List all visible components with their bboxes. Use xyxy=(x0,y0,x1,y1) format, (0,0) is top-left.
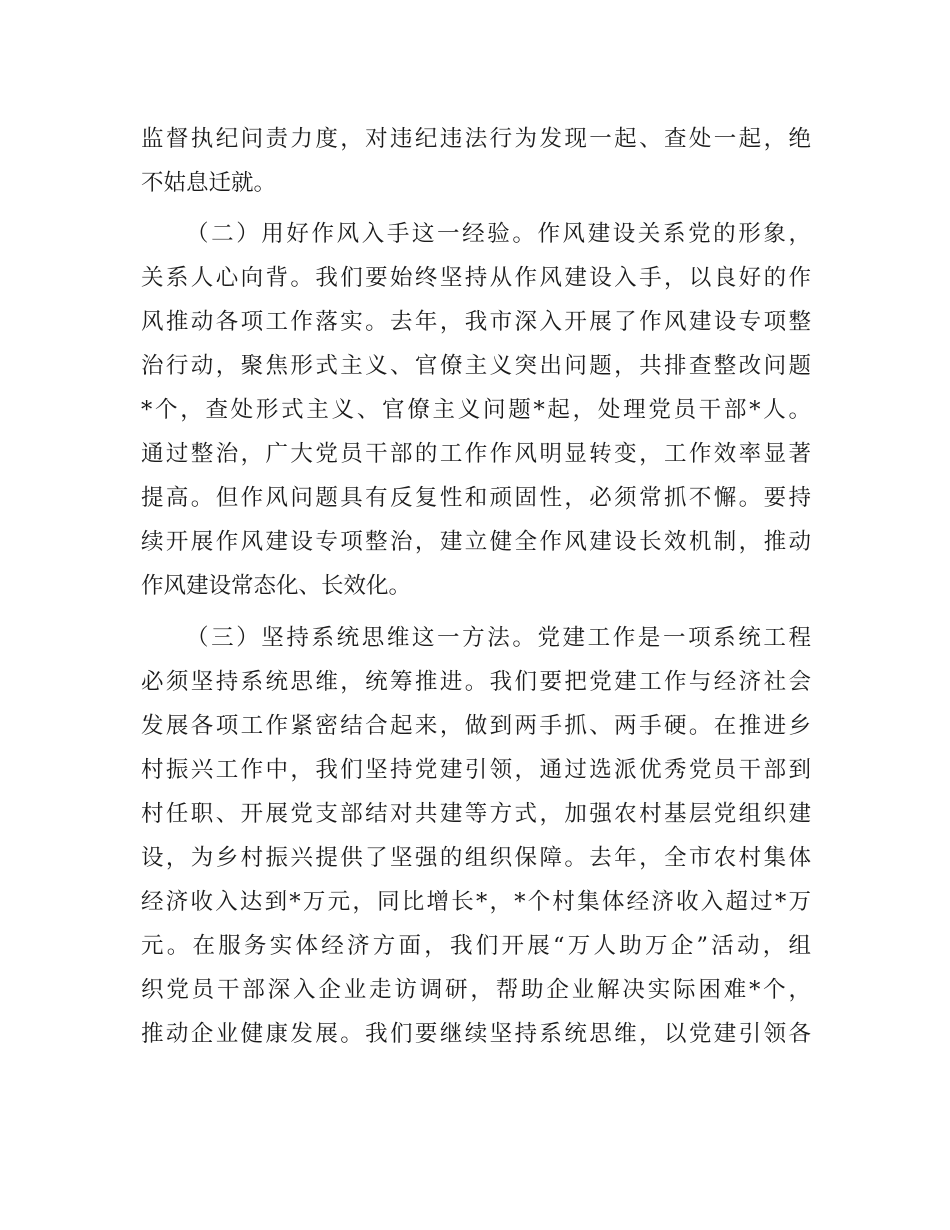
text-line: 续开展作风建设专项整治，建立健全作风建设长效机制，推动 xyxy=(141,529,811,555)
text-line: 关系人心向背。我们要始终坚持从作风建设入手，以良好的作 xyxy=(141,265,811,291)
paragraph-heading-line: （三）坚持系统思维这一方法。党建工作是一项系统工程 xyxy=(186,625,811,651)
text-line: 发展各项工作紧密结合起来，做到两手抓、两手硬。在推进乡 xyxy=(141,713,811,739)
text-line: 村振兴工作中，我们坚持党建引领，通过选派优秀党员干部到 xyxy=(141,757,811,783)
text-line: 监督执纪问责力度，对违纪违法行为发现一起、查处一起，绝 xyxy=(141,126,811,152)
text-line: 元。在服务实体经济方面，我们开展“万人助万企”活动，组 xyxy=(141,933,811,959)
paragraph-heading-line: （二）用好作风入手这一经验。作风建设关系党的形象， xyxy=(186,221,811,247)
text-line: 通过整治，广大党员干部的工作作风明显转变，工作效率显著 xyxy=(141,441,811,467)
text-line: 不姑息迁就。 xyxy=(141,170,277,196)
text-line: 村任职、开展党支部结对共建等方式，加强农村基层党组织建 xyxy=(141,801,811,827)
text-line: 风推动各项工作落实。去年，我市深入开展了作风建设专项整 xyxy=(141,309,811,335)
text-line: 织党员干部深入企业走访调研，帮助企业解决实际困难*个， xyxy=(141,977,811,1003)
text-line: 必须坚持系统思维，统筹推进。我们要把党建工作与经济社会 xyxy=(141,669,811,695)
text-line: 治行动，聚焦形式主义、官僚主义突出问题，共排查整改问题 xyxy=(141,353,811,379)
text-line: 经济收入达到*万元，同比增长*，*个村集体经济收入超过*万 xyxy=(141,889,811,915)
text-line: 设，为乡村振兴提供了坚强的组织保障。去年，全市农村集体 xyxy=(141,845,811,871)
text-line: 推动企业健康发展。我们要继续坚持系统思维，以党建引领各 xyxy=(141,1021,811,1047)
text-line: 提高。但作风问题具有反复性和顽固性，必须常抓不懈。要持 xyxy=(141,485,811,511)
text-line: *个，查处形式主义、官僚主义问题*起，处理党员干部*人。 xyxy=(141,397,811,423)
text-line: 作风建设常态化、长效化。 xyxy=(141,573,412,599)
